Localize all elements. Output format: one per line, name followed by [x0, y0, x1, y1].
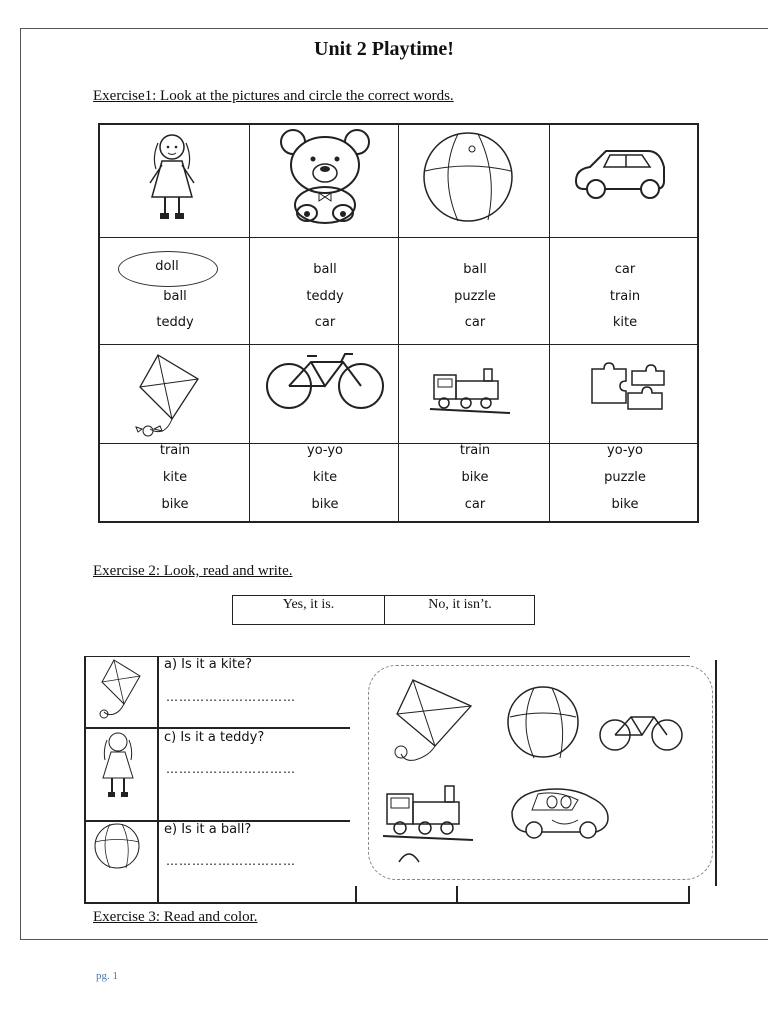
- kite-picture: [383, 676, 483, 766]
- question-c: c) Is it a teddy?: [164, 730, 265, 745]
- exercise1-table: [98, 123, 699, 523]
- table-line: [688, 886, 690, 902]
- option-word[interactable]: car: [614, 262, 636, 277]
- option-word[interactable]: car: [314, 315, 336, 330]
- option-word[interactable]: yo-yo: [607, 443, 643, 458]
- option-word[interactable]: kite: [312, 470, 338, 485]
- exercise1-heading: Exercise1: Look at the pictures and circle the correct words.: [93, 88, 454, 104]
- question-a: a) Is it a kite?: [164, 657, 252, 672]
- question-e: e) Is it a ball?: [164, 822, 252, 837]
- answer-choices-box: [232, 595, 535, 625]
- answer-blank-a[interactable]: …………………………: [166, 690, 296, 704]
- option-word[interactable]: car: [464, 315, 486, 330]
- table-line: [157, 656, 159, 904]
- option-word[interactable]: train: [459, 443, 491, 458]
- kite-thumbnail: [92, 658, 147, 724]
- teddy-picture: [275, 127, 380, 227]
- page-number: pg. 1: [96, 970, 118, 982]
- option-word[interactable]: bike: [161, 497, 189, 512]
- page-title: Unit 2 Playtime!: [314, 38, 454, 60]
- option-word[interactable]: kite: [612, 315, 638, 330]
- table-line: [86, 727, 350, 729]
- ball-thumbnail: [90, 822, 145, 872]
- ball-picture: [506, 685, 582, 761]
- option-word[interactable]: puzzle: [454, 289, 496, 304]
- option-word[interactable]: kite: [162, 470, 188, 485]
- answer-yes: Yes, it is.: [233, 596, 385, 624]
- option-word[interactable]: puzzle: [604, 470, 646, 485]
- option-word[interactable]: doll: [155, 259, 179, 274]
- ball-fragment-icon: [397, 848, 421, 864]
- option-word[interactable]: car: [464, 497, 486, 512]
- table-line: [84, 656, 86, 904]
- option-word[interactable]: bike: [611, 497, 639, 512]
- option-word[interactable]: bike: [461, 470, 489, 485]
- option-word[interactable]: yo-yo: [307, 443, 343, 458]
- exercise3-heading: Exercise 3: Read and color.: [93, 909, 258, 925]
- doll-thumbnail: [93, 730, 143, 802]
- answer-blank-c[interactable]: …………………………: [166, 762, 296, 776]
- train-picture: [383, 780, 475, 842]
- table-line: [715, 660, 717, 886]
- option-word[interactable]: ball: [313, 262, 337, 277]
- option-word[interactable]: train: [609, 289, 641, 304]
- option-word[interactable]: teddy: [306, 289, 344, 304]
- puzzle-picture: [588, 359, 668, 414]
- table-line: [456, 886, 458, 902]
- exercise2-heading: Exercise 2: Look, read and write.: [93, 563, 293, 579]
- option-word[interactable]: ball: [463, 262, 487, 277]
- option-word[interactable]: teddy: [156, 315, 194, 330]
- car-picture: [508, 782, 613, 842]
- ball-picture: [420, 131, 520, 226]
- answer-blank-e[interactable]: …………………………: [166, 854, 296, 868]
- doll-picture: [125, 129, 225, 229]
- option-word[interactable]: bike: [311, 497, 339, 512]
- option-word[interactable]: train: [159, 443, 191, 458]
- option-word[interactable]: ball: [163, 289, 187, 304]
- table-line: [355, 886, 357, 902]
- car-picture: [570, 145, 675, 205]
- train-picture: [430, 365, 520, 415]
- table-line: [84, 902, 690, 904]
- bike-picture: [263, 350, 388, 410]
- kite-picture: [128, 351, 213, 439]
- bike-picture: [598, 708, 684, 752]
- answer-no: No, it isn’t.: [428, 597, 492, 612]
